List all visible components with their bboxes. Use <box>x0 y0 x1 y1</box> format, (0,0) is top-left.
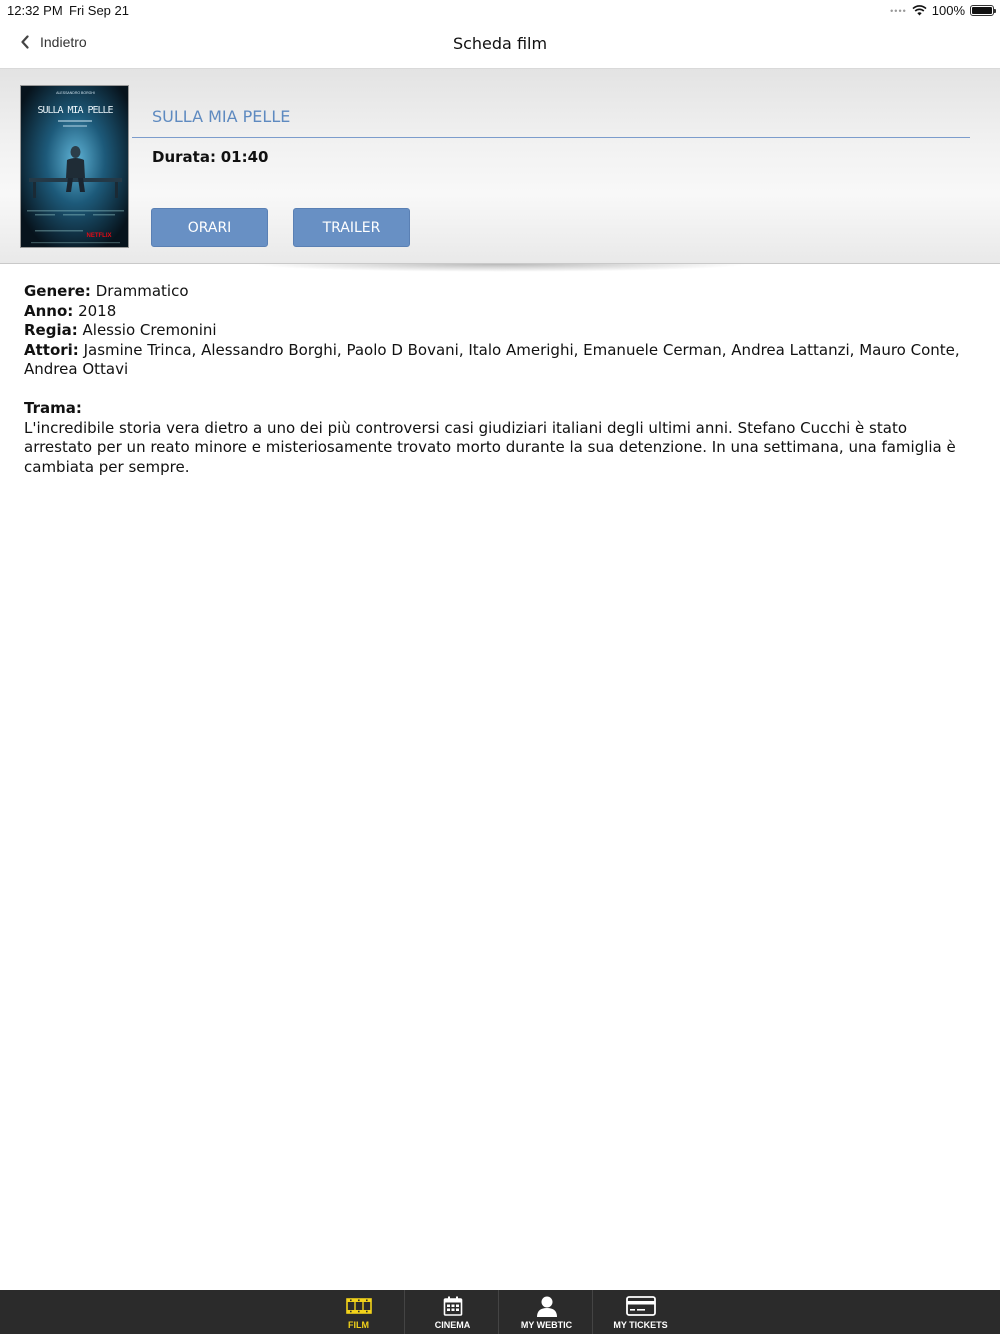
orari-button[interactable]: ORARI <box>151 208 268 247</box>
plot-section <box>24 399 974 477</box>
calendar-icon <box>443 1296 463 1316</box>
year-label: Anno: <box>24 301 74 320</box>
poster-brand: NETFLIX <box>86 233 112 239</box>
genre-value: Drammatico <box>95 282 189 300</box>
cast-row <box>24 341 974 380</box>
tab-label: CINEMA <box>434 1320 471 1330</box>
tab-cinema[interactable] <box>406 1290 499 1334</box>
battery-icon <box>970 5 994 16</box>
status-indicators <box>890 3 994 18</box>
genre-row <box>24 282 974 302</box>
status-time: 12:32 PM <box>7 3 63 18</box>
tab-bar <box>0 1290 1000 1334</box>
page-title: Scheda film <box>452 34 548 53</box>
trailer-button[interactable]: TRAILER <box>293 208 410 247</box>
status-date: Fri Sep 21 <box>69 3 129 18</box>
film-title: SULLA MIA PELLE <box>152 107 291 126</box>
tab-my-tickets[interactable] <box>594 1290 687 1334</box>
film-duration <box>152 148 268 166</box>
director-row <box>24 321 974 341</box>
back-label: Indietro <box>40 34 87 50</box>
film-poster <box>20 85 129 248</box>
tab-my-webtic[interactable] <box>500 1290 593 1334</box>
cast-value: Jasmine Trinca, Alessandro Borghi, Paolo D Bovani, Italo Amerighi, Emanuele Cerman, Andrea Lattanzi, Mauro Conte, Andrea Ottavi <box>24 340 960 378</box>
year-row <box>24 302 974 322</box>
panel-shadow <box>250 264 750 272</box>
wifi-icon <box>912 5 927 16</box>
title-divider <box>132 137 970 138</box>
status-bar <box>0 0 1000 22</box>
user-icon <box>536 1295 558 1317</box>
credit-card-icon <box>626 1296 656 1316</box>
cast-label: Attori: <box>24 340 79 359</box>
director-label: Regia: <box>24 321 78 339</box>
battery-percent: 100% <box>931 3 965 18</box>
director-value: Alessio Cremonini <box>82 321 217 339</box>
year-value: 2018 <box>78 301 117 320</box>
tab-label: MY WEBTIC <box>520 1320 573 1330</box>
tab-label: FILM <box>348 1320 369 1330</box>
navigation-bar <box>0 22 1000 68</box>
poster-title: SULLA MIA PELLE <box>37 105 114 116</box>
tab-film[interactable] <box>312 1290 405 1334</box>
film-details <box>24 282 974 477</box>
cellular-signal-icon: •••• <box>890 5 907 16</box>
tab-label: MY TICKETS <box>613 1320 668 1330</box>
duration-label: Durata: <box>152 148 216 166</box>
plot-label: Trama: <box>24 399 82 417</box>
plot-text: L'incredibile storia vera dietro a uno dei più controversi casi giudiziari italiani degli ultimi anni. Stefano Cucchi è stato arrestato per un reato minore e misteriosamente trovato morto durante la sua detenzione. In una settimana, una famiglia è cambiata per sempre. <box>24 418 956 476</box>
film-strip-icon <box>346 1298 372 1314</box>
svg-text:ALESSANDRO BORGHI: ALESSANDRO BORGHI <box>56 91 95 95</box>
film-header-panel <box>0 68 1000 264</box>
genre-label: Genere: <box>24 282 91 300</box>
duration-value: 01:40 <box>220 148 269 166</box>
